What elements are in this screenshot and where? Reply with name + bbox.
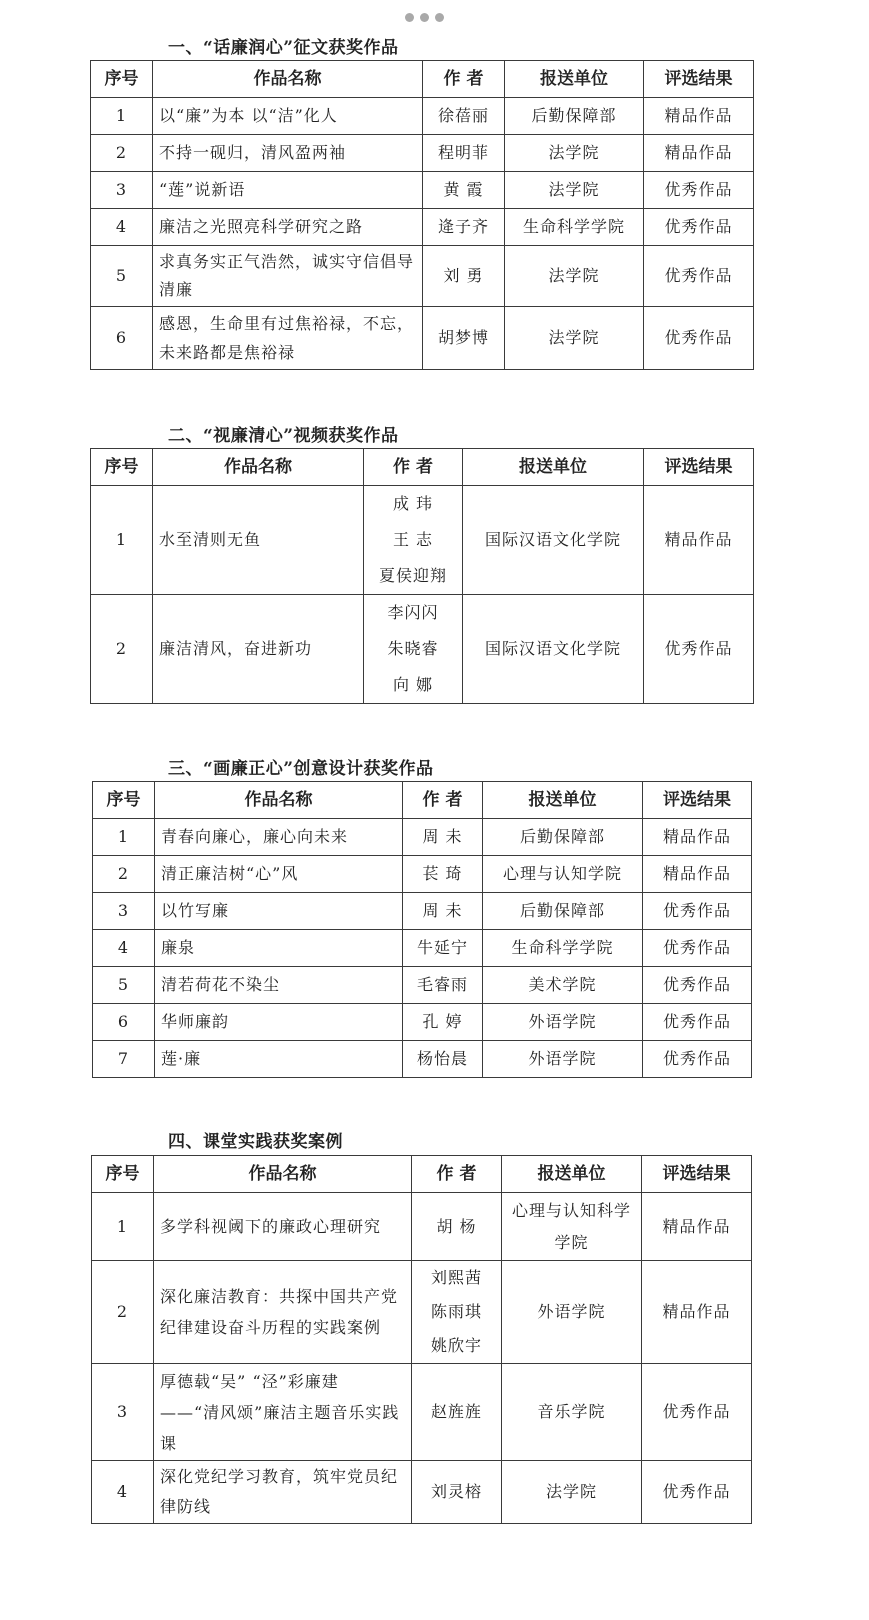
author: 朱晓睿 (387, 639, 439, 658)
table-row (91, 595, 754, 704)
unit: 心理与认知学院 (483, 856, 643, 893)
unit: 后勤保障部 (483, 819, 643, 856)
author-list (364, 595, 463, 704)
author: 胡 杨 (412, 1193, 502, 1261)
header-name: 作品名称 (155, 782, 403, 819)
row-no: 5 (91, 246, 153, 307)
header-author: 作 者 (364, 449, 463, 486)
table-row (91, 209, 754, 246)
result: 优秀作品 (643, 893, 752, 930)
dot-icon (405, 13, 414, 22)
section-title-practice: 四、课堂实践获奖案例 (168, 1132, 343, 1152)
row-no: 1 (91, 486, 153, 595)
work-name: 廉洁之光照亮科学研究之路 (153, 209, 423, 246)
row-no: 4 (92, 1461, 154, 1524)
author: 李闪闪 (387, 603, 439, 622)
header-name: 作品名称 (153, 449, 364, 486)
row-no: 2 (91, 595, 153, 704)
table-header-row (91, 449, 754, 486)
author: 程明菲 (423, 135, 505, 172)
dot-icon (435, 13, 444, 22)
unit: 音乐学院 (502, 1364, 642, 1461)
table-row (91, 135, 754, 172)
author: 逄子齐 (423, 209, 505, 246)
header-unit: 报送单位 (505, 61, 644, 98)
header-result: 评选结果 (643, 782, 752, 819)
author: 向 娜 (392, 675, 434, 694)
work-name: 清正廉洁树“心”风 (155, 856, 403, 893)
author-list (412, 1261, 502, 1364)
result: 优秀作品 (644, 307, 754, 370)
table-row (92, 1193, 752, 1261)
row-no: 6 (93, 1004, 155, 1041)
result: 优秀作品 (642, 1461, 752, 1524)
header-name: 作品名称 (154, 1156, 412, 1193)
work-name: 廉洁清风，奋进新功 (153, 595, 364, 704)
section-title-essay: 一、“话廉润心”征文获奖作品 (168, 38, 399, 58)
work-name: 深化党纪学习教育，筑牢党员纪律防线 (154, 1461, 412, 1524)
table-row (91, 246, 754, 307)
unit: 法学院 (505, 307, 644, 370)
unit: 国际汉语文化学院 (463, 595, 644, 704)
unit: 后勤保障部 (505, 98, 644, 135)
section-title-design: 三、“画廉正心”创意设计获奖作品 (168, 759, 434, 779)
header-result: 评选结果 (644, 61, 754, 98)
work-name: 厚德载“吴” “泾”彩廉建 ——“清风颂”廉洁主题音乐实践课 (154, 1364, 412, 1461)
table-row (91, 172, 754, 209)
header-no: 序号 (92, 1156, 154, 1193)
author: 成 玮 (392, 494, 434, 513)
work-name: 深化廉洁教育：共探中国共产党纪律建设奋斗历程的实践案例 (154, 1261, 412, 1364)
unit: 外语学院 (483, 1004, 643, 1041)
author: 徐蓓丽 (423, 98, 505, 135)
unit: 法学院 (505, 172, 644, 209)
work-name: 不持一砚归，清风盈两袖 (153, 135, 423, 172)
row-no: 2 (91, 135, 153, 172)
table-header-row (91, 61, 754, 98)
row-no: 4 (91, 209, 153, 246)
header-unit: 报送单位 (502, 1156, 642, 1193)
table-row (93, 1041, 752, 1078)
author: 牛延宁 (403, 930, 483, 967)
table-row (91, 98, 754, 135)
result: 精品作品 (642, 1261, 752, 1364)
header-author: 作 者 (423, 61, 505, 98)
row-no: 2 (93, 856, 155, 893)
row-no: 2 (92, 1261, 154, 1364)
header-author: 作 者 (412, 1156, 502, 1193)
author: 赵旌旌 (412, 1364, 502, 1461)
row-no: 6 (91, 307, 153, 370)
author: 胡梦博 (423, 307, 505, 370)
result: 精品作品 (643, 856, 752, 893)
unit: 国际汉语文化学院 (463, 486, 644, 595)
page-indicator (405, 13, 444, 22)
result: 优秀作品 (644, 246, 754, 307)
author: 苌 琦 (403, 856, 483, 893)
table-row (93, 930, 752, 967)
work-name: 青春向廉心，廉心向未来 (155, 819, 403, 856)
table-row (92, 1261, 752, 1364)
unit: 生命科学学院 (505, 209, 644, 246)
result: 精品作品 (644, 486, 754, 595)
work-name: 求真务实正气浩然，诚实守信倡导清廉 (153, 246, 423, 307)
header-no: 序号 (91, 61, 153, 98)
unit: 后勤保障部 (483, 893, 643, 930)
unit: 外语学院 (502, 1261, 642, 1364)
author: 周 未 (403, 819, 483, 856)
video-awards-table (90, 448, 754, 704)
row-no: 3 (92, 1364, 154, 1461)
work-name: 水至清则无鱼 (153, 486, 364, 595)
result: 优秀作品 (643, 930, 752, 967)
practice-awards-table (91, 1155, 752, 1524)
author: 姚欣宇 (430, 1336, 482, 1355)
result: 优秀作品 (644, 172, 754, 209)
result: 精品作品 (643, 819, 752, 856)
header-result: 评选结果 (642, 1156, 752, 1193)
row-no: 4 (93, 930, 155, 967)
author: 杨怡晨 (403, 1041, 483, 1078)
result: 优秀作品 (643, 1004, 752, 1041)
work-name: 华师廉韵 (155, 1004, 403, 1041)
result: 优秀作品 (643, 967, 752, 1004)
work-name: 多学科视阈下的廉政心理研究 (154, 1193, 412, 1261)
author: 黄 霞 (423, 172, 505, 209)
unit: 法学院 (502, 1461, 642, 1524)
dot-icon (420, 13, 429, 22)
work-name: 廉泉 (155, 930, 403, 967)
design-awards-table (92, 781, 752, 1078)
row-no: 1 (92, 1193, 154, 1261)
table-row (93, 819, 752, 856)
author: 孔 婷 (403, 1004, 483, 1041)
table-row (93, 893, 752, 930)
essay-awards-table (90, 60, 754, 370)
result: 优秀作品 (643, 1041, 752, 1078)
author: 王 志 (392, 530, 434, 549)
work-name: 莲·廉 (155, 1041, 403, 1078)
author: 毛睿雨 (403, 967, 483, 1004)
author: 刘 勇 (423, 246, 505, 307)
table-header-row (92, 1156, 752, 1193)
unit: 生命科学学院 (483, 930, 643, 967)
header-author: 作 者 (403, 782, 483, 819)
author: 刘灵榕 (412, 1461, 502, 1524)
work-name: 清若荷花不染尘 (155, 967, 403, 1004)
header-no: 序号 (91, 449, 153, 486)
work-name: “莲”说新语 (153, 172, 423, 209)
result: 优秀作品 (644, 209, 754, 246)
row-no: 1 (91, 98, 153, 135)
unit: 外语学院 (483, 1041, 643, 1078)
author-list (364, 486, 463, 595)
row-no: 3 (91, 172, 153, 209)
table-row (91, 486, 754, 595)
unit: 法学院 (505, 246, 644, 307)
unit: 美术学院 (483, 967, 643, 1004)
table-row (93, 1004, 752, 1041)
header-no: 序号 (93, 782, 155, 819)
table-row (93, 967, 752, 1004)
row-no: 3 (93, 893, 155, 930)
row-no: 1 (93, 819, 155, 856)
header-unit: 报送单位 (483, 782, 643, 819)
author: 夏侯迎翔 (378, 566, 447, 585)
table-row (93, 856, 752, 893)
header-unit: 报送单位 (463, 449, 644, 486)
author: 刘熙茜 (430, 1268, 482, 1287)
unit: 法学院 (505, 135, 644, 172)
author: 陈雨琪 (430, 1302, 482, 1321)
result: 精品作品 (644, 135, 754, 172)
work-name: 以“廉”为本 以“洁”化人 (153, 98, 423, 135)
header-name: 作品名称 (153, 61, 423, 98)
table-row (92, 1461, 752, 1524)
table-row (92, 1364, 752, 1461)
row-no: 7 (93, 1041, 155, 1078)
result: 优秀作品 (642, 1364, 752, 1461)
row-no: 5 (93, 967, 155, 1004)
table-header-row (93, 782, 752, 819)
result: 优秀作品 (644, 595, 754, 704)
unit: 心理与认知科学学院 (502, 1193, 642, 1261)
header-result: 评选结果 (644, 449, 754, 486)
work-name: 感恩，生命里有过焦裕禄，不忘，未来路都是焦裕禄 (153, 307, 423, 370)
table-row (91, 307, 754, 370)
result: 精品作品 (642, 1193, 752, 1261)
section-title-video: 二、“视廉清心”视频获奖作品 (168, 426, 399, 446)
author: 周 未 (403, 893, 483, 930)
result: 精品作品 (644, 98, 754, 135)
work-name: 以竹写廉 (155, 893, 403, 930)
